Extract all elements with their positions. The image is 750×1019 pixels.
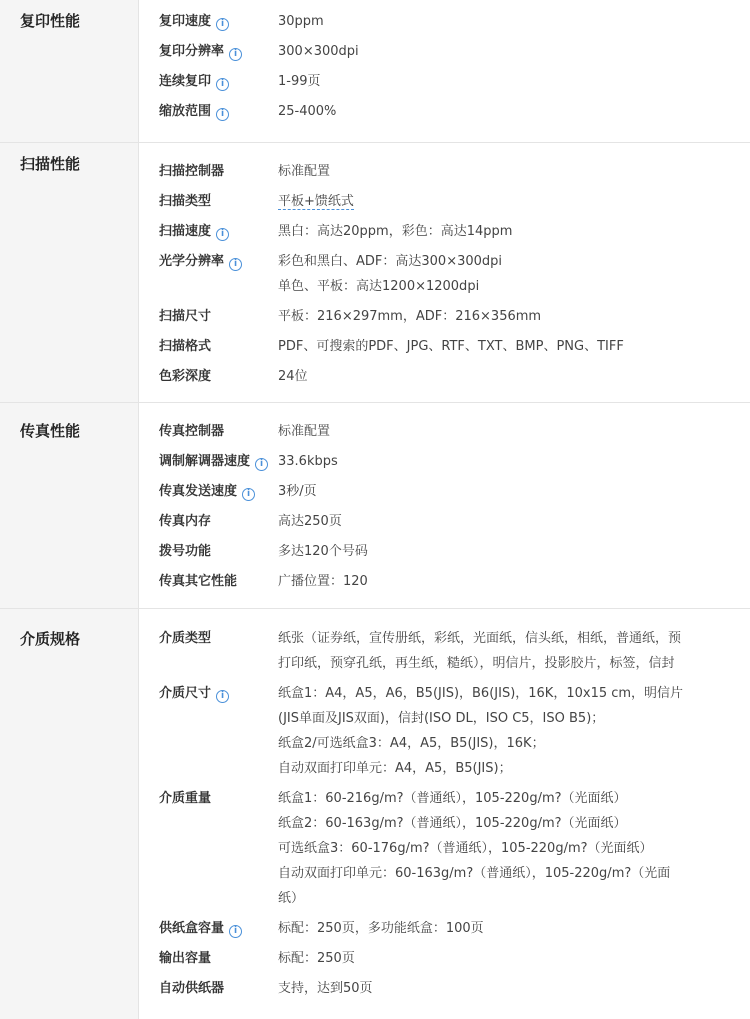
spec-row xyxy=(139,509,750,534)
spec-value-line: 单色、平板：高达1200×1200dpi xyxy=(278,279,480,294)
spec-value: 1-99页 xyxy=(278,74,321,89)
spec-value: 黑白：高达20ppm，彩色：高达14ppm xyxy=(278,224,513,239)
spec-value: PDF、可搜索的PDF、JPG、RTF、TXT、BMP、PNG、TIFF xyxy=(278,339,624,354)
spec-value-line: 纸） xyxy=(278,891,305,906)
spec-value: 24位 xyxy=(278,369,308,384)
spec-row xyxy=(139,219,750,244)
spec-value: 高达250页 xyxy=(278,514,342,529)
spec-value-link[interactable]: 平板+馈纸式 xyxy=(278,194,354,209)
spec-label: 扫描速度 xyxy=(159,224,212,239)
spec-row xyxy=(139,99,750,124)
spec-value xyxy=(278,626,750,676)
spec-row xyxy=(139,304,750,329)
section-scan xyxy=(0,142,750,402)
spec-row xyxy=(139,364,750,389)
spec-value: 支持，达到50页 xyxy=(278,981,373,996)
info-icon[interactable]: i xyxy=(229,925,242,938)
info-icon[interactable]: i xyxy=(255,458,268,471)
spec-value: 标准配置 xyxy=(278,164,331,179)
spec-label: 调制解调器速度 xyxy=(159,454,251,469)
spec-label: 扫描类型 xyxy=(159,194,212,209)
section-title-cell xyxy=(0,403,139,608)
spec-row xyxy=(139,479,750,504)
spec-value-line: (JIS单面及JIS双面)，信封(ISO DL，ISO C5，ISO B5)； xyxy=(278,711,605,726)
row-label-wrap xyxy=(139,249,278,299)
spec-row xyxy=(139,39,750,64)
row-label-wrap xyxy=(139,681,278,781)
section-body xyxy=(139,143,750,402)
spec-label: 色彩深度 xyxy=(159,369,212,384)
spec-value: 标配：250页 xyxy=(278,951,355,966)
section-body xyxy=(139,0,750,142)
spec-row xyxy=(139,249,750,299)
spec-row xyxy=(139,976,750,1001)
spec-row xyxy=(139,946,750,971)
spec-label: 介质尺寸 xyxy=(159,686,212,701)
spec-label: 扫描控制器 xyxy=(159,164,225,179)
spec-value: 标配：250页，多功能纸盒：100页 xyxy=(278,921,484,936)
spec-value-line: 自动双面打印单元：60-163g/m?（普通纸），105-220g/m?（光面 xyxy=(278,866,671,881)
section-body xyxy=(139,609,750,1019)
spec-value-line: 纸盒1：60-216g/m?（普通纸），105-220g/m?（光面纸） xyxy=(278,791,627,806)
info-icon[interactable]: i xyxy=(229,258,242,271)
spec-label: 介质重量 xyxy=(159,791,212,806)
section-copy xyxy=(0,0,750,142)
spec-label: 介质类型 xyxy=(159,631,212,646)
spec-label: 连续复印 xyxy=(159,74,212,89)
section-title: 复印性能 xyxy=(20,12,81,30)
spec-label: 传真内存 xyxy=(159,514,212,529)
spec-value xyxy=(278,249,750,299)
spec-label: 输出容量 xyxy=(159,951,212,966)
spec-label: 拨号功能 xyxy=(159,544,212,559)
spec-value: 3秒/页 xyxy=(278,484,317,499)
spec-value: 33.6kbps xyxy=(278,454,338,469)
spec-value: 30ppm xyxy=(278,14,324,29)
row-label-wrap xyxy=(139,99,278,124)
spec-label: 扫描尺寸 xyxy=(159,309,212,324)
section-title-cell xyxy=(0,0,139,142)
spec-label: 扫描格式 xyxy=(159,339,212,354)
spec-row xyxy=(139,69,750,94)
spec-label: 传真控制器 xyxy=(159,424,225,439)
spec-value-wrap xyxy=(278,189,750,214)
spec-row xyxy=(139,419,750,444)
section-title-cell xyxy=(0,609,139,1019)
info-icon[interactable]: i xyxy=(216,228,229,241)
spec-label: 供纸盒容量 xyxy=(159,921,225,936)
section-body xyxy=(139,403,750,608)
section-media xyxy=(0,608,750,1019)
spec-row xyxy=(139,449,750,474)
spec-value-line: 自动双面打印单元：A4，A5，B5(JIS)； xyxy=(278,761,512,776)
spec-value xyxy=(278,681,750,781)
spec-value-line: 纸盒1：A4，A5，A6，B5(JIS)，B6(JIS)，16K，10x15 cm，明信片 xyxy=(278,686,684,701)
row-label-wrap xyxy=(139,219,278,244)
section-title: 传真性能 xyxy=(20,422,81,440)
spec-value: 25-400% xyxy=(278,104,337,119)
spec-label: 传真发送速度 xyxy=(159,484,238,499)
spec-label: 复印速度 xyxy=(159,14,212,29)
spec-label: 光学分辨率 xyxy=(159,254,225,269)
spec-row xyxy=(139,626,750,676)
spec-value-line: 打印纸，预穿孔纸，再生纸，糙纸），明信片，投影胶片，标签，信封 xyxy=(278,656,675,671)
info-icon[interactable]: i xyxy=(229,48,242,61)
spec-row xyxy=(139,569,750,594)
spec-row xyxy=(139,539,750,564)
info-icon[interactable]: i xyxy=(216,690,229,703)
info-icon[interactable]: i xyxy=(216,18,229,31)
section-title-cell xyxy=(0,143,139,402)
spec-row xyxy=(139,786,750,911)
spec-row xyxy=(139,189,750,214)
spec-label: 传真其它性能 xyxy=(159,574,238,589)
section-title: 介质规格 xyxy=(20,630,81,648)
section-title: 扫描性能 xyxy=(20,155,81,173)
row-label-wrap xyxy=(139,916,278,941)
info-icon[interactable]: i xyxy=(216,108,229,121)
spec-row xyxy=(139,334,750,359)
spec-value: 300×300dpi xyxy=(278,44,359,59)
spec-label: 缩放范围 xyxy=(159,104,212,119)
spec-value: 平板：216×297mm，ADF：216×356mm xyxy=(278,309,542,324)
spec-value-line: 可选纸盒3：60-176g/m?（普通纸），105-220g/m?（光面纸） xyxy=(278,841,653,856)
spec-value: 标准配置 xyxy=(278,424,331,439)
spec-value-line: 纸盒2：60-163g/m?（普通纸），105-220g/m?（光面纸） xyxy=(278,816,627,831)
row-label-wrap xyxy=(139,39,278,64)
info-icon[interactable]: i xyxy=(242,488,255,501)
row-label-wrap xyxy=(139,69,278,94)
row-label-wrap xyxy=(139,9,278,34)
spec-row xyxy=(139,159,750,184)
spec-value-line: 纸张（证券纸，宣传册纸，彩纸，光面纸，信头纸，相纸，普通纸，预 xyxy=(278,631,682,646)
spec-value xyxy=(278,786,750,911)
row-label-wrap xyxy=(139,479,278,504)
spec-label: 自动供纸器 xyxy=(159,981,225,996)
spec-row xyxy=(139,9,750,34)
spec-row xyxy=(139,681,750,781)
spec-value-line: 纸盒2/可选纸盒3：A4，A5，B5(JIS)，16K； xyxy=(278,736,545,751)
info-icon[interactable]: i xyxy=(216,78,229,91)
spec-row xyxy=(139,916,750,941)
spec-value: 多达120个号码 xyxy=(278,544,368,559)
row-label-wrap xyxy=(139,449,278,474)
spec-label: 复印分辨率 xyxy=(159,44,225,59)
section-fax xyxy=(0,402,750,608)
spec-value-line: 彩色和黑白、ADF：高达300×300dpi xyxy=(278,254,503,269)
spec-value: 广播位置：120 xyxy=(278,574,368,589)
